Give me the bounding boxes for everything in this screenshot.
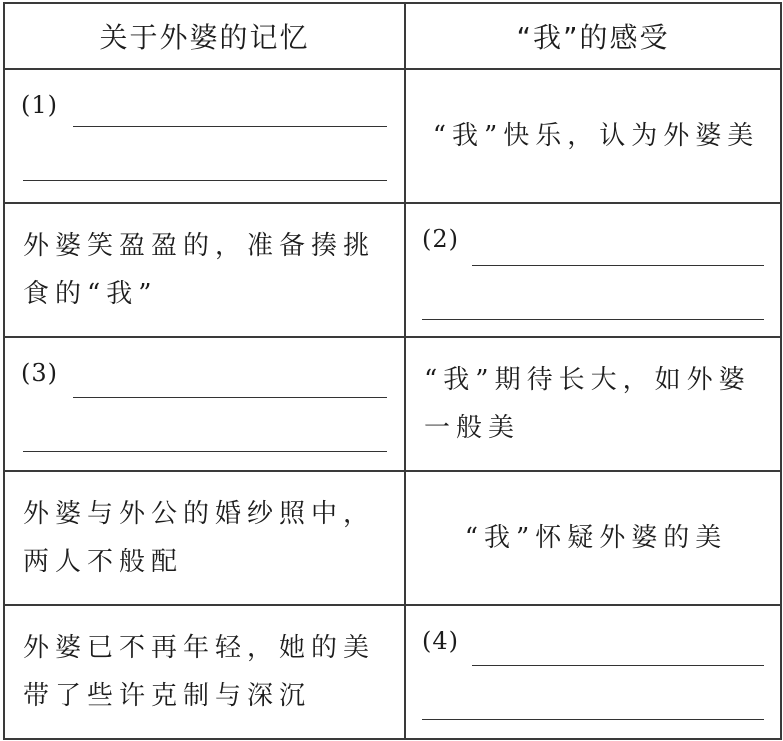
table-row bbox=[4, 337, 781, 471]
memory-feeling-table bbox=[3, 2, 782, 740]
memory-cell bbox=[4, 203, 405, 337]
feeling-cell bbox=[405, 69, 781, 203]
memory-text: 外婆笑盈盈的，准备揍挑食的“我” bbox=[23, 231, 376, 309]
table-row bbox=[4, 203, 781, 337]
feeling-cell bbox=[405, 471, 781, 605]
blank-number: (4) bbox=[422, 626, 459, 655]
header-feeling: “我”的感受 bbox=[405, 3, 781, 69]
table-row bbox=[4, 69, 781, 203]
blank-number: (3) bbox=[21, 358, 58, 387]
feeling-cell[interactable] bbox=[405, 203, 781, 337]
table-row bbox=[4, 471, 781, 605]
memory-text: 外婆与外公的婚纱照中，两人不般配 bbox=[23, 499, 376, 577]
answer-line[interactable] bbox=[73, 126, 387, 127]
blank-number: (2) bbox=[422, 224, 459, 253]
memory-cell bbox=[4, 471, 405, 605]
feeling-cell[interactable] bbox=[405, 605, 781, 739]
memory-cell[interactable] bbox=[4, 69, 405, 203]
header-row bbox=[4, 3, 781, 69]
table-row bbox=[4, 605, 781, 739]
answer-line[interactable] bbox=[472, 665, 764, 666]
feeling-cell bbox=[405, 337, 781, 471]
feeling-text: “我”期待长大，如外婆一般美 bbox=[424, 365, 751, 443]
answer-line[interactable] bbox=[422, 719, 764, 720]
answer-line[interactable] bbox=[472, 265, 764, 266]
feeling-text: “我”快乐，认为外婆美 bbox=[432, 121, 760, 151]
answer-line[interactable] bbox=[422, 319, 764, 320]
answer-line[interactable] bbox=[23, 451, 387, 452]
answer-line[interactable] bbox=[23, 180, 387, 181]
memory-cell[interactable] bbox=[4, 337, 405, 471]
memory-cell bbox=[4, 605, 405, 739]
feeling-text: “我”怀疑外婆的美 bbox=[464, 523, 728, 553]
blank-number: (1) bbox=[21, 90, 58, 119]
worksheet-page bbox=[3, 2, 780, 738]
answer-line[interactable] bbox=[73, 397, 387, 398]
header-memory: 关于外婆的记忆 bbox=[4, 3, 405, 69]
memory-text: 外婆已不再年轻，她的美带了些许克制与深沉 bbox=[23, 633, 376, 711]
